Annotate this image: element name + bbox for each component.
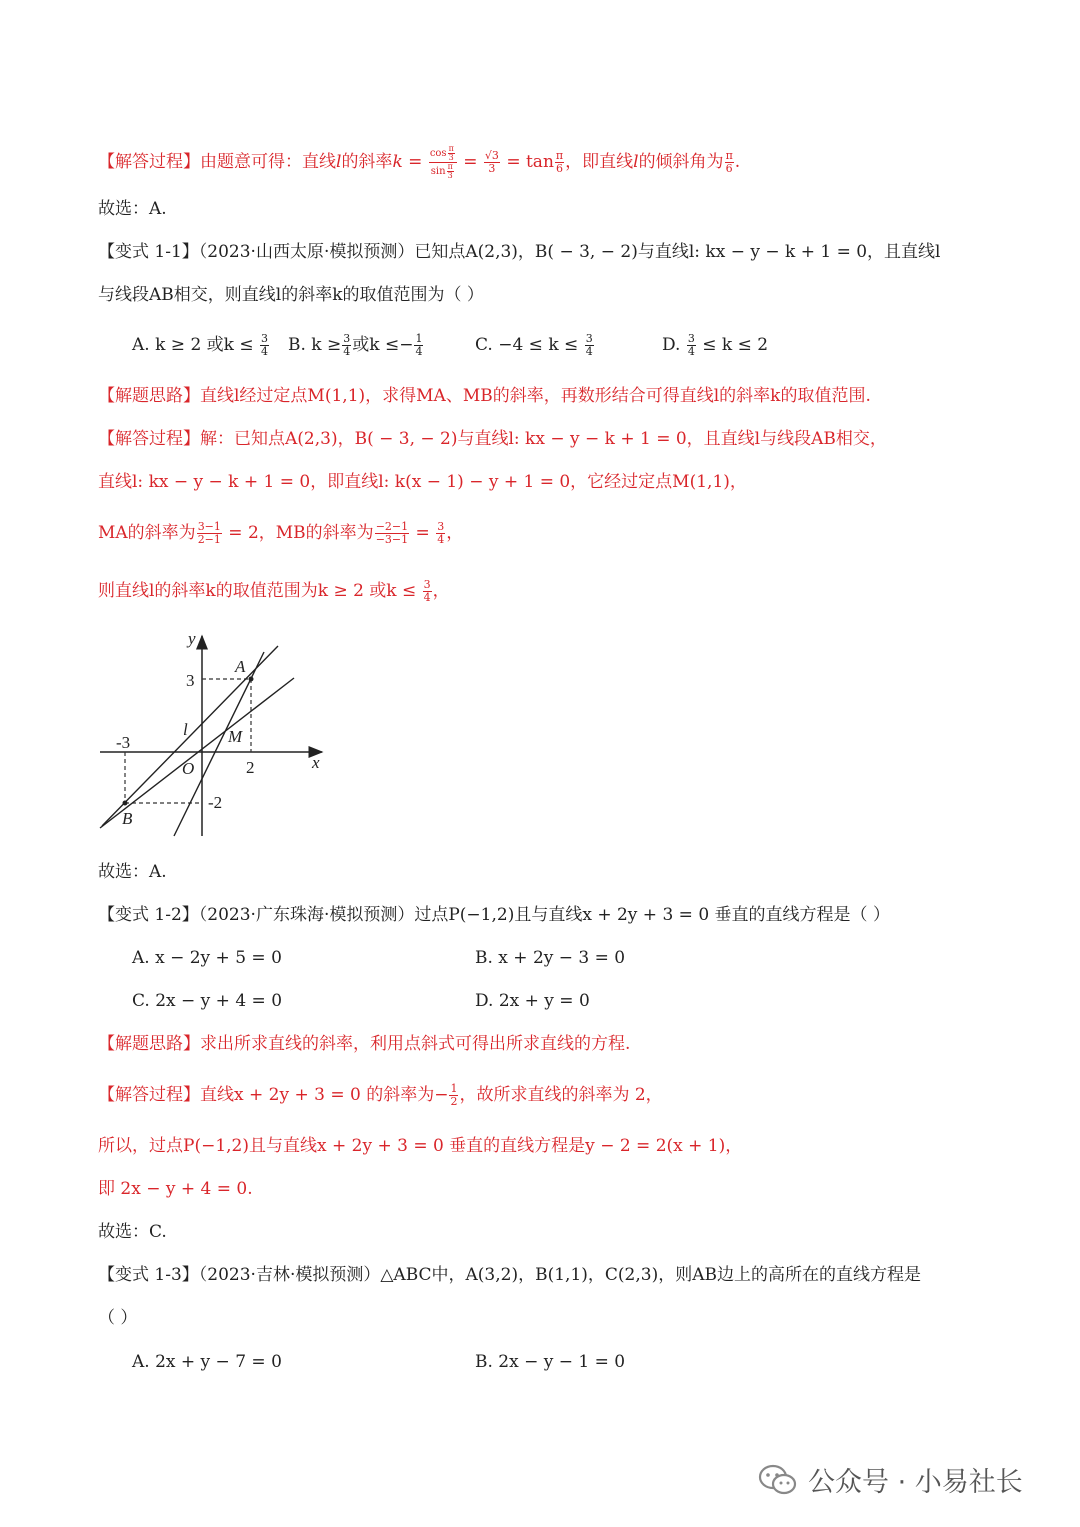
option-d: D. $\frac{3}{4}$ ≤ k ≤ 2 <box>662 332 769 358</box>
point-a <box>249 677 254 682</box>
option-b: B. 2x − y − 1 = 0 <box>475 1352 626 1372</box>
option-a: A. x − 2y + 5 = 0 <box>132 948 282 968</box>
solution-line: 【解答过程】直线x + 2y + 3 = 0 的斜率为− $\frac{1}{2}$ ，故所求直线的斜率为 2， <box>98 1082 663 1108</box>
thinking-line: 【解题思路】求出所求直线的斜率，利用点斜式可得出所求直线的方程. <box>98 1034 631 1054</box>
label-b: B <box>122 809 133 828</box>
label-l: l <box>183 720 188 739</box>
y-label: y <box>188 629 196 648</box>
line-l <box>100 678 294 828</box>
question-line: 【变式 1-2】（2023·广东珠海·模拟预测）过点P(−1,2)且与直线x + 2y + 3 = 0 垂直的直线方程是（ ） <box>98 905 890 925</box>
fraction: cos $\frac{\pi}{3}$ sin $\frac{\pi}{3}$ <box>429 145 457 180</box>
tick-minus3: -3 <box>116 733 131 752</box>
solution-line: MA的斜率为 $\frac{3-1}{2-1}$ = 2，MB的斜率为 $\frac{-2-1}{-3-1}$ = $\frac{3}{4}$ ， <box>98 520 464 546</box>
solution-line: 【解答过程】由题意可得：直线l的斜率k = cos $\frac{\pi}{3}$ sin $\frac{\pi}{3}$ = $\frac{√3}{3}$ = tan $\frac{\pi}{6}$ ，即直线l的倾斜角为 $\frac{\pi}{6}$ . <box>98 144 741 180</box>
answer-line: 故选：A. <box>98 862 167 882</box>
option-c: C. 2x − y + 4 = 0 <box>132 991 283 1011</box>
wechat-icon <box>758 1464 798 1496</box>
x-label: x <box>312 753 320 772</box>
label-a: A <box>235 657 246 676</box>
fraction: $\frac{\pi}{6}$ <box>725 149 733 175</box>
tick-minus2: -2 <box>208 793 223 812</box>
watermark: 公众号 · 小易社长 <box>758 1460 1023 1499</box>
solution-line: 则直线l的斜率k的取值范围为k ≥ 2 或k ≤ $\frac{3}{4}$ ， <box>98 578 450 604</box>
coordinate-graph <box>96 628 332 840</box>
fraction: $\frac{√3}{3}$ <box>484 149 499 175</box>
solution-line: 所以，过点P(−1,2)且与直线x + 2y + 3 = 0 垂直的直线方程是y − 2 = 2(x + 1)， <box>98 1136 743 1156</box>
question-line: 【变式 1-3】（2023·吉林·模拟预测）△ABC中，A(3,2)，B(1,1)，C(2,3)，则AB边上的高所在的直线方程是 <box>98 1265 921 1285</box>
fraction: $\frac{\pi}{6}$ <box>555 149 564 175</box>
solution-line: 【解答过程】解：已知点A(2,3)，B( − 3, − 2)与直线l: kx − y − k + 1 = 0，且直线l与线段AB相交， <box>98 429 887 449</box>
tick-2: 2 <box>246 758 255 777</box>
tick-3: 3 <box>186 671 195 690</box>
option-c: C. −4 ≤ k ≤ $\frac{3}{4}$ <box>475 332 593 358</box>
thinking-line: 【解题思路】直线l经过定点M(1,1)，求得MA、MB的斜率，再数形结合可得直线l的斜率k的取值范围. <box>98 386 871 406</box>
label-o: O <box>182 759 195 778</box>
label-m: M <box>228 727 243 746</box>
option-b: B. x + 2y − 3 = 0 <box>475 948 626 968</box>
option-a: A. k ≥ 2 或k ≤ $\frac{3}{4}$ <box>132 332 269 358</box>
question-line: 【变式 1-1】（2023·山西太原·模拟预测）已知点A(2,3)，B( − 3, − 2)与直线l: kx − y − k + 1 = 0，且直线l <box>98 242 941 262</box>
answer-line: 故选：C. <box>98 1222 167 1242</box>
option-d: D. 2x + y = 0 <box>475 991 590 1011</box>
option-a: A. 2x + y − 7 = 0 <box>132 1352 282 1372</box>
question-line: （ ） <box>98 1308 138 1328</box>
option-b: B. k ≥ $\frac{3}{4}$ 或k ≤− $\frac{1}{4}$ <box>288 332 423 358</box>
answer-line: 故选：A. <box>98 199 167 219</box>
question-line: 与线段AB相交，则直线l的斜率k的取值范围为（ ） <box>98 285 484 305</box>
solution-line: 即 2x − y + 4 = 0. <box>98 1179 253 1199</box>
solution-line: 直线l: kx − y − k + 1 = 0，即直线l: k(x − 1) − y + 1 = 0，它经过定点M(1,1)， <box>98 472 747 492</box>
point-b <box>123 801 128 806</box>
